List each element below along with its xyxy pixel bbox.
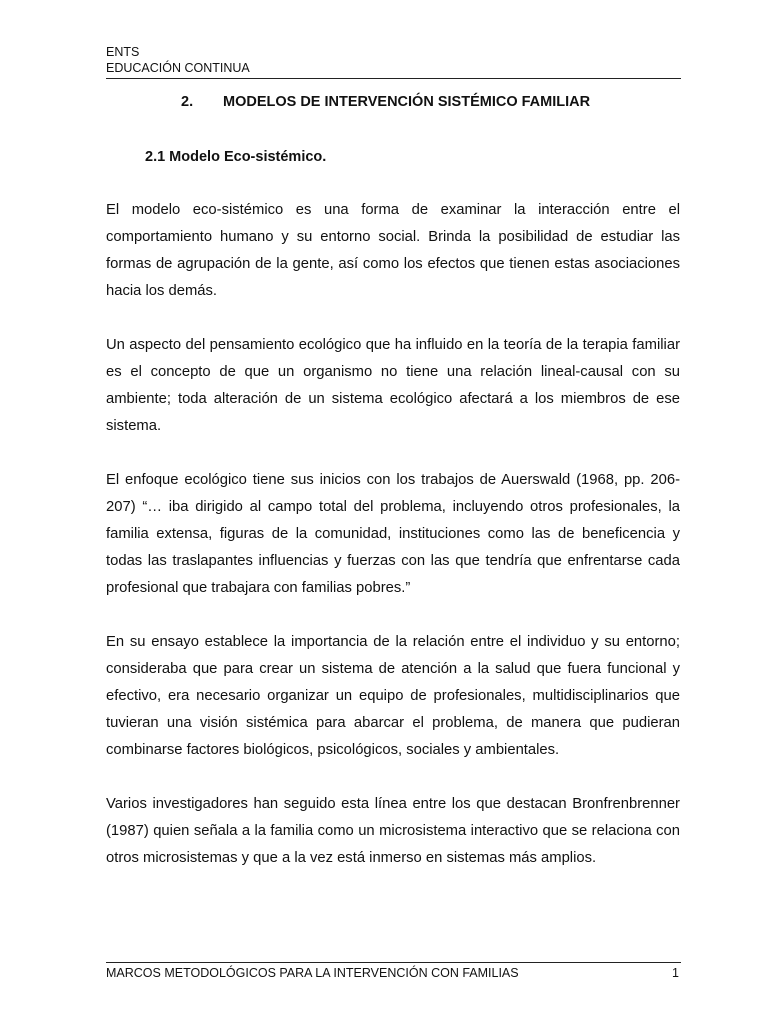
page-number: 1 [672,966,679,980]
section-number: 2. [181,94,194,110]
page-header [106,44,681,79]
section-heading [181,93,590,111]
section-title: MODELOS DE INTERVENCIÓN SISTÉMICO FAMILIAR [223,94,591,110]
paragraph-3: El enfoque ecológico tiene sus inicios con los trabajos de Auerswald (1968, pp. 206-207) “… iba dirigido al campo total del problema, incluyendo otros profesionales, la familia extensa, figuras de la comunidad, instituciones como las de beneficencia y todas las traslapantes influencias y fuerzas con las que tendría que enfrentarse cada profesional que trabajara con familias pobres.” [106,472,680,596]
header-department: EDUCACIÓN CONTINUA [106,61,250,75]
subsection-heading: 2.1 Modelo Eco-sistémico. [145,149,327,165]
header-organization: ENTS [106,45,140,59]
footer-title: MARCOS METODOLÓGICOS PARA LA INTERVENCIÓN CON FAMILIAS [106,966,519,980]
page-footer [106,962,681,981]
paragraph-5: Varios investigadores han seguido esta línea entre los que destacan Bronfrenbrenner (1987) quien señala a la familia como un microsistema interactivo que se relaciona con otros microsistemas y que a la vez está inmerso en sistemas más amplios. [106,796,680,866]
paragraph-1: El modelo eco-sistémico es una forma de examinar la interacción entre el comportamiento humano y su entorno social. Brinda la posibilidad de estudiar las formas de agrupación de la gente, así como los efectos que tienen estas asociaciones hacia los demás. [106,202,680,299]
paragraph-4: En su ensayo establece la importancia de la relación entre el individuo y su entorno; consideraba que para crear un sistema de atención a la salud que fuera funcional y efectivo, era necesario organizar un equipo de profesionales, multidisciplinarios que tuvieran una visión sistémica para abarcar el problema, de manera que pudieran combinarse factores biológicos, psicológicos, sociales y ambientales. [106,634,680,758]
paragraph-2: Un aspecto del pensamiento ecológico que ha influido en la teoría de la terapia familiar es el concepto de que un organismo no tiene una relación lineal-causal con su ambiente; toda alteración de un sistema ecológico afectará a los miembros de ese sistema. [106,337,680,434]
document-body [106,197,680,899]
